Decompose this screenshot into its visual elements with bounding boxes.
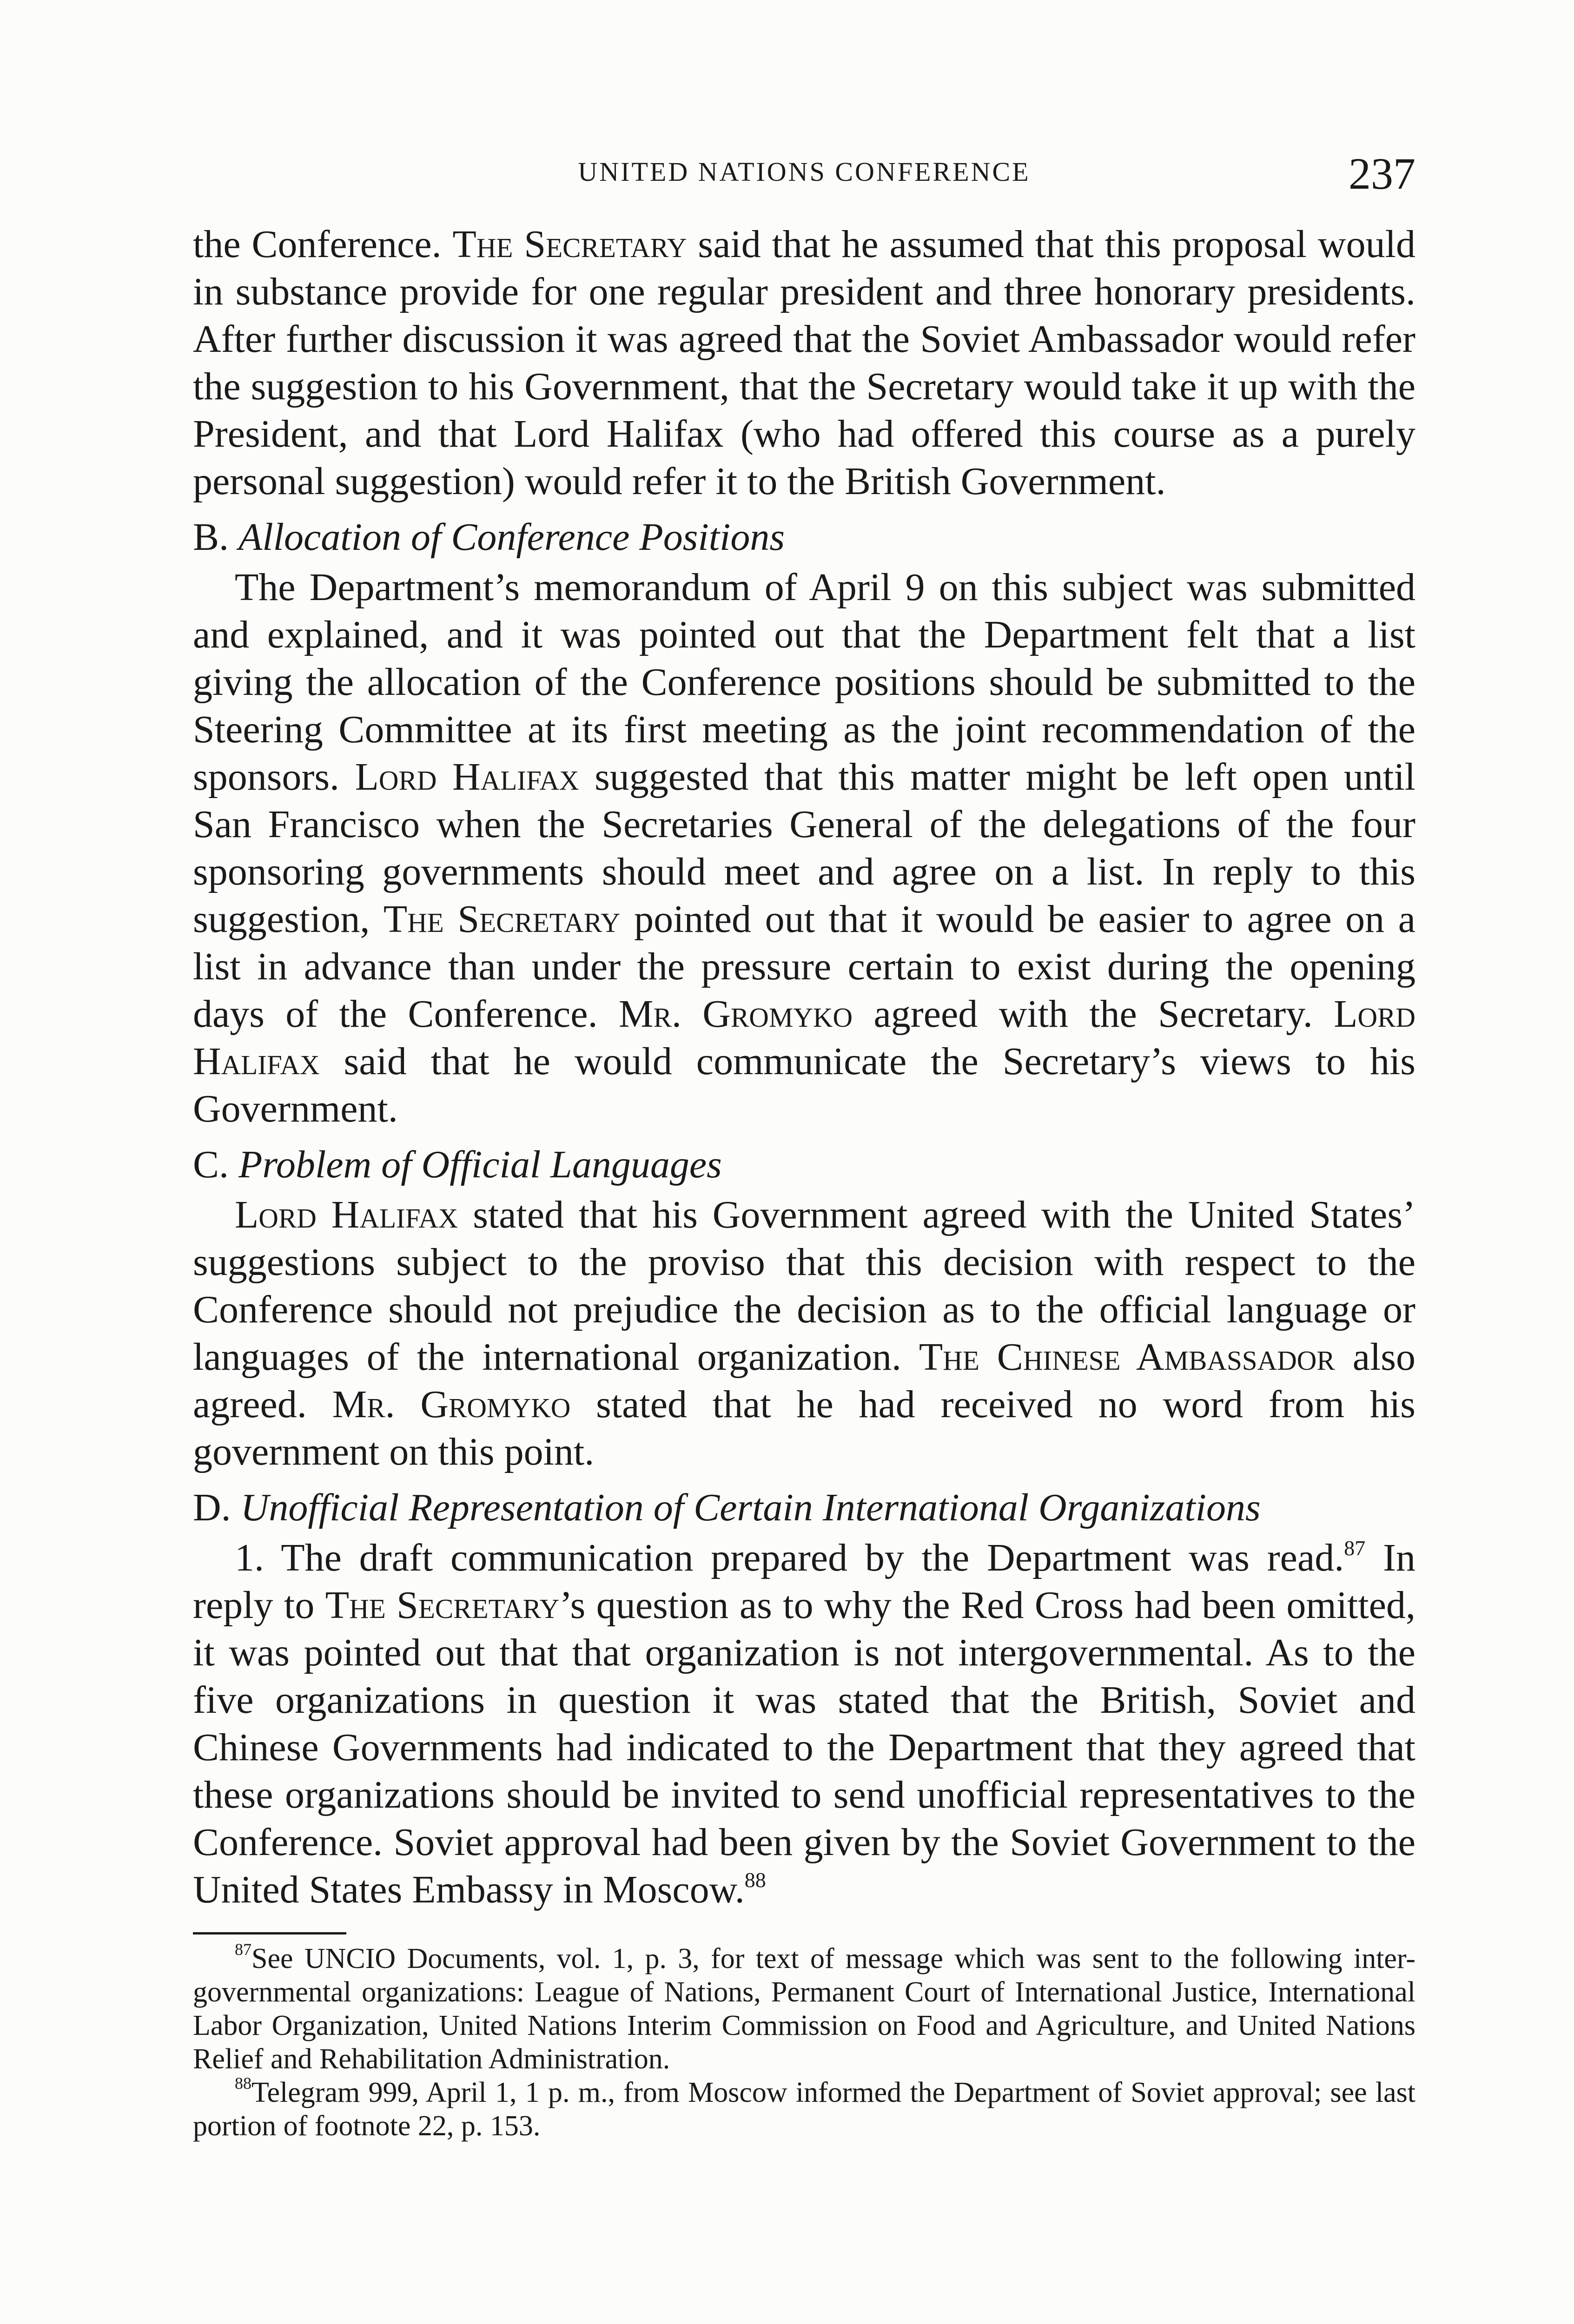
page-body [193, 221, 1415, 2143]
text-run: the Conference. [193, 223, 442, 266]
section-heading-c [193, 1141, 1415, 1188]
footnote-ref-87: 87 [1344, 1536, 1366, 1560]
section-label: D. [193, 1486, 231, 1529]
footnote-text: See UNCIO Documents, vol. 1, p. 3, for text of message which was sent to the following inter-governmental organizations: League of Nations, Permanent Court of International Justice, International Labor Organization, United Nations Interim Commission on Food and Agriculture, and United Nations Relief and Rehabilitation Administration. [193, 1943, 1415, 2075]
speaker-secretary: The Secretary [452, 223, 687, 266]
speaker-gromyko: Mr. Gromyko [332, 1383, 571, 1426]
running-head: UNITED NATIONS CONFERENCE [578, 157, 1031, 187]
footnote-rule [193, 1932, 346, 1934]
section-title: Unofficial Representation of Certain International Organizations [240, 1486, 1261, 1529]
speaker-halifax: Lord Halifax [193, 992, 1416, 1083]
section-heading-b [193, 514, 1415, 561]
text-run: also agreed. [193, 1335, 1415, 1426]
text-run: The Department’s memorandum of April 9 on this subject was submitted and explained, and it was pointed out that the Department felt that a list giving the allocation of the Conference positions should be submitted to the Steering Committee at its first meeting as the joint recommendation of the sponsors. [193, 566, 1415, 799]
speaker-gromyko: Mr. Gromyko [618, 992, 853, 1036]
section-title: Allocation of Conference Positions [238, 515, 785, 559]
speaker-secretary: The Secretary [383, 898, 621, 941]
footnote-marker: 87 [235, 1940, 251, 1959]
text-run: said that he assumed that this proposal would in substance provide for one regular president and three honorary presidents. After further discussion it was agreed that the Soviet Ambassador would refer the suggestion to his Government, that the Secretary would take it up with the President, and that Lord Halifax (who had offered this course as a purely personal suggestion) would refer it to the British Government. [193, 223, 1416, 503]
footnote-88 [193, 2076, 1415, 2143]
paragraph-section-d [193, 1534, 1415, 1914]
text-run: suggested that this matter might be left open until San Francisco when the Secretaries General of the delegations of the four sponsoring governments should meet and agree on a list. In reply to this suggestion, [193, 755, 1415, 941]
footnote-marker: 88 [235, 2074, 251, 2093]
paragraph-section-b [193, 564, 1415, 1133]
section-label: B. [193, 515, 229, 559]
paragraph-opening [193, 221, 1415, 505]
text-run: ’s question as to why the Red Cross had been omitted, it was pointed out that that organization is not intergovernmental. As to the five organizations in question it was stated that the British, Soviet and Chinese Governments had indicated to the Department that they agreed that these organizations should be invited to send unofficial representatives to the Conference. Soviet approval had been given by the Soviet Government to the United States Embassy in Moscow. [193, 1584, 1415, 1911]
paragraph-section-c [193, 1191, 1415, 1476]
page-header [193, 148, 1415, 204]
text-run: 1. The draft communication prepared by the Department was read. [235, 1536, 1344, 1579]
section-title: Problem of Official Languages [238, 1143, 722, 1186]
section-label: C. [193, 1143, 229, 1186]
footnote-ref-88: 88 [744, 1868, 766, 1892]
footnotes [193, 1942, 1415, 2143]
footnote-87 [193, 1942, 1415, 2076]
text-run: said that he would communicate the Secretary’s views to his Government. [193, 1040, 1415, 1130]
speaker-halifax: Lord Halifax [355, 755, 579, 799]
speaker-halifax: Lord Halifax [235, 1193, 458, 1236]
text-run: pointed out that it would be easier to agree on a list in advance than under the pressure certain to exist during the opening days of the Conference. [193, 898, 1416, 1036]
text-run: stated that his Government agreed with the United States’ suggestions subject to the proviso that this decision with respect to the Conference should not prejudice the decision as to the official language or languages of the international organization. [193, 1193, 1415, 1379]
text-run: stated that he had received no word from his government on this point. [193, 1383, 1415, 1473]
section-heading-d [193, 1484, 1415, 1532]
page-number: 237 [1349, 149, 1415, 198]
speaker-chinese-ambassador: The Chinese Ambassador [919, 1335, 1335, 1379]
text-run: agreed with the Secretary. [853, 992, 1313, 1036]
text-run: In reply to [193, 1536, 1415, 1627]
speaker-secretary: The Secretary [325, 1584, 560, 1627]
footnote-text: Telegram 999, April 1, 1 p. m., from Moscow informed the Department of Soviet approval; see last portion of footnote 22, p. 153. [193, 2077, 1415, 2142]
